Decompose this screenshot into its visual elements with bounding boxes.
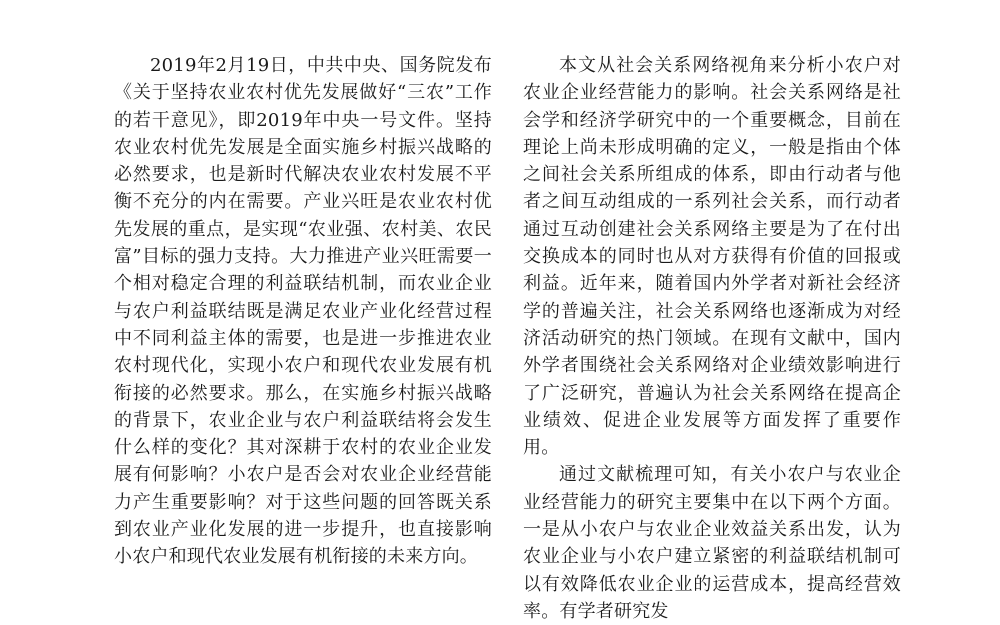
right-text-column bbox=[523, 52, 901, 622]
paragraph-intro: 2019年2月19日，中共中央、国务院发布《关于坚持农业农村优先发展做好“三农”工作的若干意见》，即2019年中央一号文件。坚持农业农村优先发展是全面实施乡村振兴战略的必然要求，也是新时代解决农业农村发展不平衡不充分的内在需要。产业兴旺是农业农村优先发展的重点，是实现“农业强、农村美、农民富”目标的强力支持。大力推进产业兴旺需要一个相对稳定合理的利益联结机制，而农业企业与农户利益联结既是满足农业产业化经营过程中不同利益主体的需要，也是进一步推进农业农村现代化，实现小农户和现代农业发展有机衔接的必然要求。那么，在实施乡村振兴战略的背景下，农业企业与农户利益联结将会发生什么样的变化？其对深耕于农村的农业企业发展有何影响？小农户是否会对农业企业经营能力产生重要影响？对于这些问题的回答既关系到农业产业化发展的进一步提升，也直接影响小农户和现代农业发展有机衔接的未来方向。 bbox=[114, 55, 492, 568]
paragraph-literature-review: 通过文献梳理可知，有关小农户与农业企业经营能力的研究主要集中在以下两个方面。一是从小农户与农业企业效益关系出发，认为农业企业与小农户建立紧密的利益联结机制可以有效降低农业企业的运营成本，提高经营效率。有学者研究发 bbox=[523, 464, 901, 622]
left-text-column bbox=[114, 52, 492, 568]
paragraph-social-network: 本文从社会关系网络视角来分析小农户对农业企业经营能力的影响。社会关系网络是社会学和经济学研究中的一个重要概念，目前在理论上尚未形成明确的定义，一般是指由个体之间社会关系所组成的体系，即由行动者与他者之间互动组成的一系列社会关系，而行动者通过互动创建社会关系网络主要是为了在付出交换成本的同时也从对方获得有价值的回报或利益。近年来，随着国内外学者对新社会经济学的普遍关注，社会关系网络也逐渐成为对经济活动研究的热门领域。在现有文献中，国内外学者围绕社会关系网络对企业绩效影响进行了广泛研究，普遍认为社会关系网络在提高企业绩效、促进企业发展等方面发挥了重要作用。 bbox=[523, 55, 901, 459]
